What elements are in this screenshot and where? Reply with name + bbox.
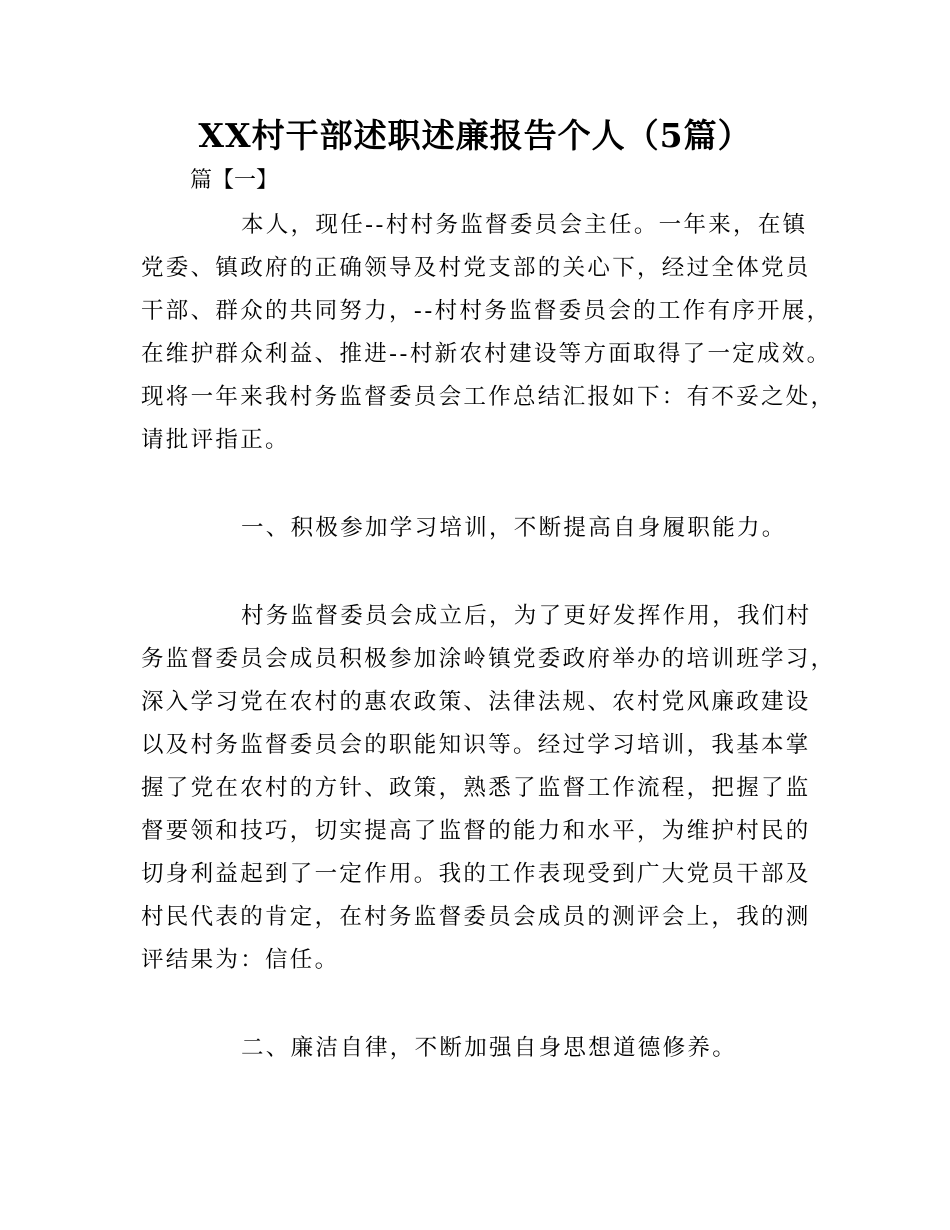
paragraph-2-line-4: 以及村务监督委员会的职能知识等。经过学习培训，我基本掌 xyxy=(141,732,811,758)
section-heading-2: 二、廉洁自律，不断加强自身思想道德修养。 xyxy=(241,1035,738,1061)
paragraph-1-line-2: 党委、镇政府的正确领导及村党支部的关心下，经过全体党员 xyxy=(141,255,811,281)
paragraph-1-line-3: 干部、群众的共同努力，--村村务监督委员会的工作有序开展， xyxy=(141,298,832,324)
paragraph-2-line-9: 评结果为：信任。 xyxy=(141,947,340,973)
paragraph-2-line-7: 切身利益起到了一定作用。我的工作表现受到广大党员干部及 xyxy=(141,861,811,887)
paragraph-1-line-5: 现将一年来我村务监督委员会工作总结汇报如下：有不妥之处， xyxy=(141,384,836,410)
paragraph-2-line-2: 务监督委员会成员积极参加涂岭镇党委政府举办的培训班学习， xyxy=(141,646,836,672)
section-heading-1: 一、积极参加学习培训，不断提高自身履职能力。 xyxy=(241,515,787,541)
paragraph-1-line-6: 请批评指正。 xyxy=(141,427,290,453)
paragraph-2-line-1: 村务监督委员会成立后，为了更好发挥作用，我们村 xyxy=(241,603,812,629)
paragraph-2-line-8: 村民代表的肯定，在村务监督委员会成员的测评会上，我的测 xyxy=(141,904,811,930)
paragraph-1-line-4: 在维护群众利益、推进--村新农村建设等方面取得了一定成效。 xyxy=(141,341,832,367)
document-title: XX村干部述职述廉报告个人（5篇） xyxy=(198,116,752,155)
paragraph-2-line-3: 深入学习党在农村的惠农政策、法律法规、农村党风廉政建设 xyxy=(141,689,811,715)
paragraph-1-line-1: 本人，现任--村村务监督委员会主任。一年来，在镇 xyxy=(241,212,808,238)
paragraph-2-line-6: 督要领和技巧，切实提高了监督的能力和水平，为维护村民的 xyxy=(141,818,811,844)
section-label: 篇【一】 xyxy=(190,168,279,193)
paragraph-2-line-5: 握了党在农村的方针、政策，熟悉了监督工作流程，把握了监 xyxy=(141,775,811,801)
